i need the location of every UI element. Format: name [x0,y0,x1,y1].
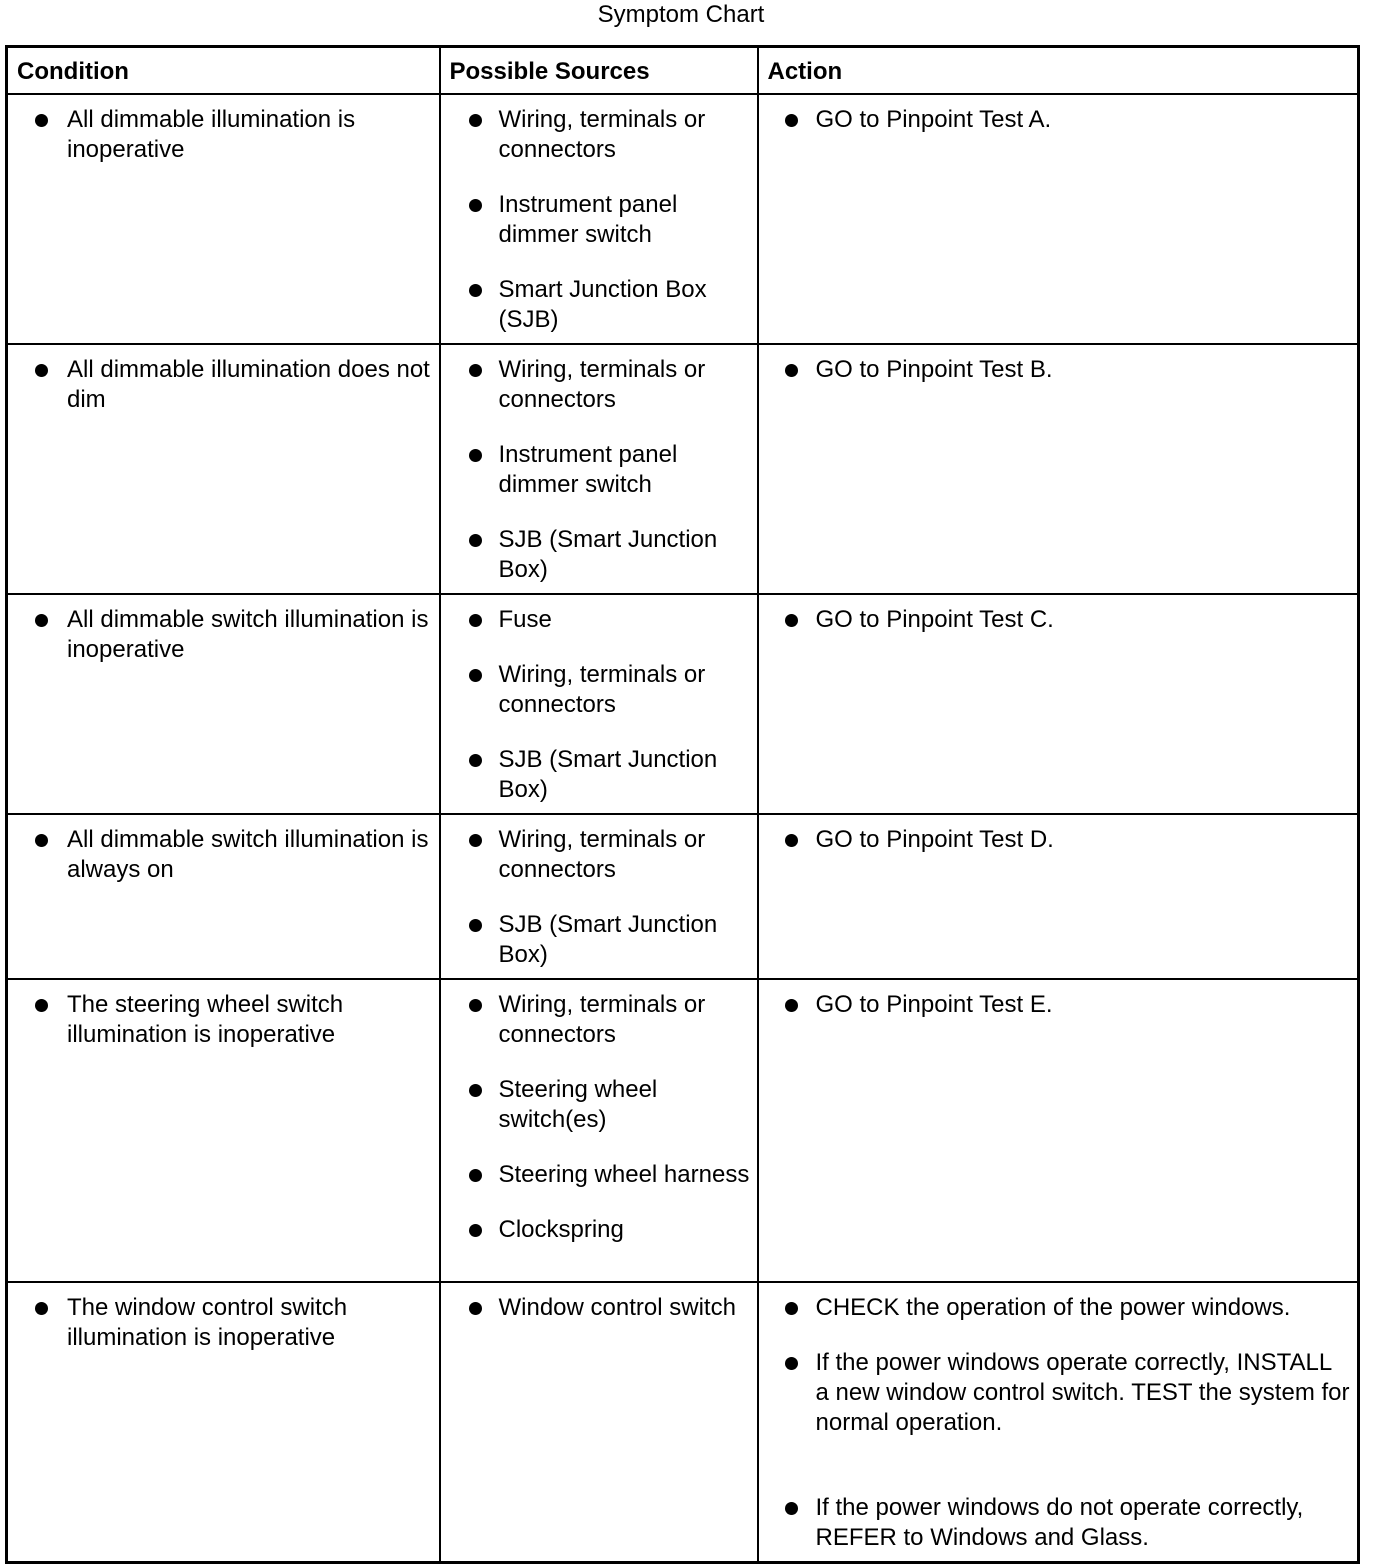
list-item [441,1215,751,1245]
list-item [441,440,751,500]
source-text: Instrument panel dimmer switch [498,190,678,248]
bullet-icon [35,834,48,847]
source-text: Window control switch [498,1293,736,1321]
action-text: GO to Pinpoint Test A. [815,105,1052,133]
action-text: If the power windows do not operate correctly, REFER to Windows and Glass. [815,1493,1304,1551]
source-text: Wiring, terminals or connectors [498,825,706,883]
list-item [759,105,1352,135]
list-item [8,105,433,165]
condition-text: All dimmable illumination does not dim [67,355,430,413]
list-item [441,1293,751,1323]
list-item [441,1075,751,1135]
list-item [759,1348,1352,1438]
action-cell [758,1282,1359,1563]
bullet-icon [469,1224,482,1237]
condition-text: The window control switch illumination is inoperative [67,1293,348,1351]
action-text: GO to Pinpoint Test E. [815,990,1053,1018]
source-text: Wiring, terminals or connectors [498,105,706,163]
bullet-icon [469,1169,482,1182]
sources-cell [440,344,758,594]
table-header-row [7,47,1359,94]
action-text: GO to Pinpoint Test B. [815,355,1053,383]
action-text: GO to Pinpoint Test D. [815,825,1054,853]
bullet-icon [469,919,482,932]
list-item [441,190,751,250]
condition-text: All dimmable switch illumination is inoperative [67,605,429,663]
list-item [8,1293,433,1353]
condition-cell [7,1282,440,1563]
chart-caption: Symptom Chart [597,1,765,28]
list-item [441,355,751,415]
source-text: Steering wheel switch(es) [498,1075,658,1133]
condition-cell [7,594,440,814]
bullet-icon [785,1302,798,1315]
bullet-icon [469,999,482,1012]
bullet-icon [469,1084,482,1097]
symptom-chart-table [5,45,1360,1564]
bullet-icon [785,1357,798,1370]
bullet-icon [35,114,48,127]
bullet-icon [35,1302,48,1315]
table-row [7,594,1359,814]
source-text: Fuse [498,605,552,633]
source-text: SJB (Smart Junction Box) [498,745,718,803]
bullet-icon [469,534,482,547]
list-item [441,525,751,585]
source-text: SJB (Smart Junction Box) [498,525,718,583]
condition-text: All dimmable illumination is inoperative [67,105,356,163]
bullet-icon [785,364,798,377]
sources-cell [440,594,758,814]
condition-cell [7,94,440,344]
list-item [759,605,1352,635]
bullet-icon [785,614,798,627]
sources-cell [440,1282,758,1563]
action-cell [758,814,1359,979]
bullet-icon [469,614,482,627]
table-row [7,1282,1359,1563]
list-item [8,355,433,415]
source-text: SJB (Smart Junction Box) [498,910,718,968]
bullet-icon [469,449,482,462]
list-item [441,275,751,335]
sources-cell [440,94,758,344]
condition-text: All dimmable switch illumination is always on [67,825,429,883]
sources-cell [440,979,758,1282]
list-item [441,825,751,885]
bullet-icon [35,999,48,1012]
source-text: Wiring, terminals or connectors [498,990,706,1048]
bullet-icon [785,834,798,847]
action-cell [758,979,1359,1282]
bullet-icon [785,1502,798,1515]
list-item [759,825,1352,855]
list-item [759,1293,1352,1323]
list-item [441,910,751,970]
sources-cell [440,814,758,979]
bullet-icon [469,114,482,127]
action-cell [758,594,1359,814]
header-action: Action [758,47,1359,94]
action-text: CHECK the operation of the power windows. [815,1293,1291,1321]
header-condition: Condition [7,47,440,94]
bullet-icon [35,614,48,627]
condition-cell [7,814,440,979]
table-row [7,814,1359,979]
condition-cell [7,344,440,594]
bullet-icon [469,1302,482,1315]
action-cell [758,94,1359,344]
bullet-icon [469,199,482,212]
table-row [7,979,1359,1282]
action-text: If the power windows operate correctly, INSTALL a new window control switch. TEST the system for normal operation. [815,1348,1350,1436]
list-item [441,1160,751,1190]
action-text: GO to Pinpoint Test C. [815,605,1054,633]
header-possible-sources: Possible Sources [440,47,758,94]
bullet-icon [785,114,798,127]
bullet-icon [469,669,482,682]
action-cell [758,344,1359,594]
list-item [8,990,433,1050]
bullet-icon [469,834,482,847]
source-text: Smart Junction Box (SJB) [498,275,707,333]
table-row [7,344,1359,594]
source-text: Steering wheel harness [498,1160,750,1188]
list-item [759,355,1352,385]
source-text: Instrument panel dimmer switch [498,440,678,498]
table-row [7,94,1359,344]
list-item [441,105,751,165]
list-item [441,745,751,805]
list-item [441,990,751,1050]
list-item [759,990,1352,1020]
condition-cell [7,979,440,1282]
list-item [759,1493,1352,1553]
condition-text: The steering wheel switch illumination is inoperative [67,990,344,1048]
bullet-icon [35,364,48,377]
source-text: Clockspring [498,1215,624,1243]
list-item [441,605,751,635]
bullet-icon [785,999,798,1012]
list-item [8,605,433,665]
bullet-icon [469,284,482,297]
source-text: Wiring, terminals or connectors [498,355,706,413]
list-item [441,660,751,720]
bullet-icon [469,364,482,377]
bullet-icon [469,754,482,767]
source-text: Wiring, terminals or connectors [498,660,706,718]
list-item [8,825,433,885]
